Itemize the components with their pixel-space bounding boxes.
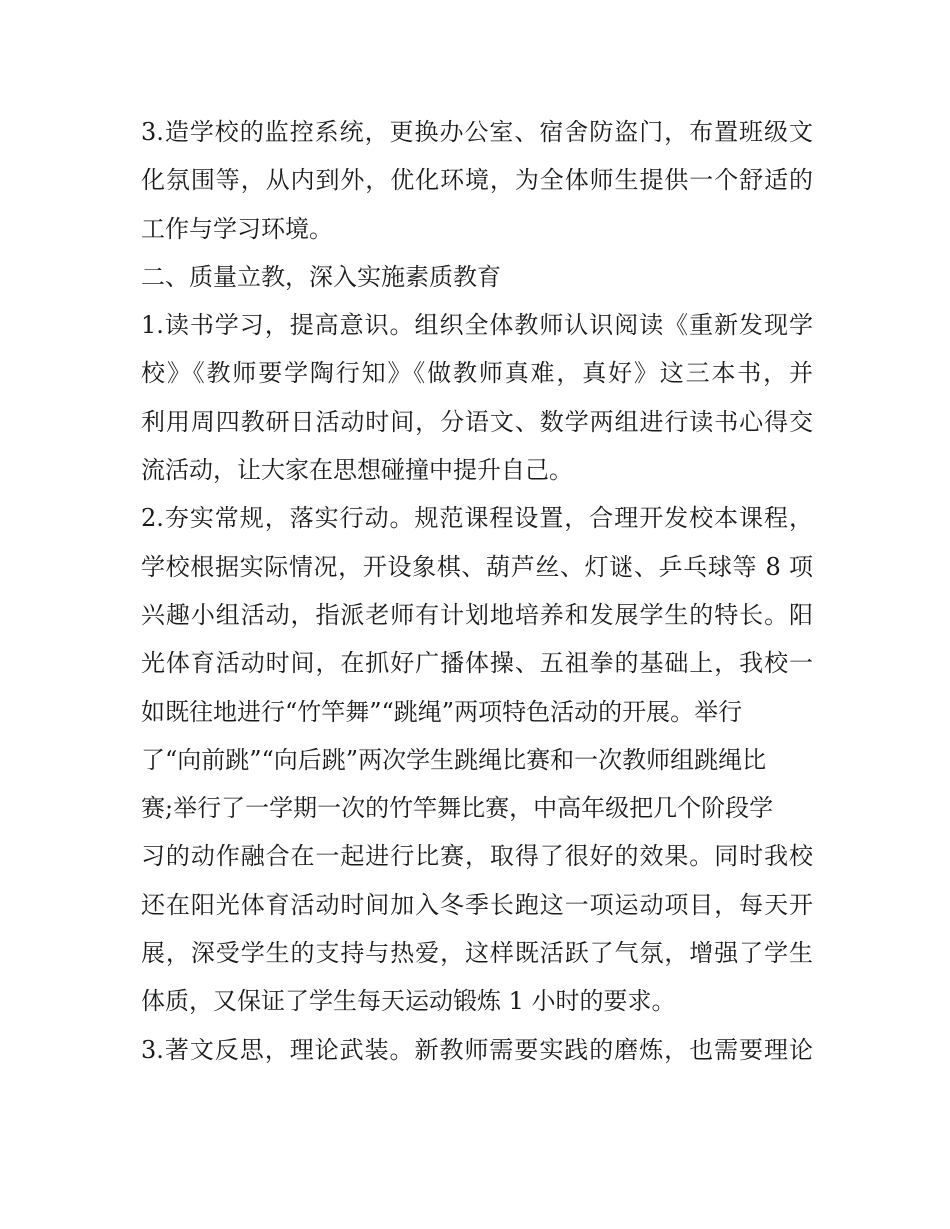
text-line: 1.读书学习，提高意识。组织全体教师认识阅读《重新发现学 bbox=[141, 311, 813, 340]
text-line: 3.著文反思，理论武装。新教师需要实践的磨炼，也需要理论 bbox=[141, 1035, 813, 1064]
text-line: 化氛围等，从内到外，优化环境，为全体师生提供一个舒适的 bbox=[141, 166, 813, 195]
body-text bbox=[141, 108, 813, 1074]
text-line: 兴趣小组活动，指派老师有计划地培养和发展学生的特长。阳 bbox=[141, 600, 813, 629]
text-line: 展，深受学生的支持与热爱，这样既活跃了气氛，增强了学生 bbox=[141, 939, 813, 968]
text-line: 如既往地进行“竹竿舞”“跳绳”两项特色活动的开展。举行 bbox=[141, 697, 743, 726]
text-line: 赛;举行了一学期一次的竹竿舞比赛，中高年级把几个阶段学 bbox=[141, 794, 774, 823]
text-line: 体质，又保证了学生每天运动锻炼 1 小时的要求。 bbox=[141, 987, 676, 1016]
text-line: 流活动，让大家在思想碰撞中提升自己。 bbox=[141, 456, 573, 485]
text-line: 工作与学习环境。 bbox=[141, 214, 333, 243]
text-line: 还在阳光体育活动时间加入冬季长跑这一项运动项目，每天开 bbox=[141, 890, 813, 919]
text-line: 习的动作融合在一起进行比赛，取得了很好的效果。同时我校 bbox=[141, 842, 813, 871]
text-line: 3.造学校的监控系统，更换办公室、宿舍防盗门，布置班级文 bbox=[141, 118, 813, 146]
text-line: 2.夯实常规，落实行动。规范课程设置，合理开发校本课程， bbox=[141, 504, 813, 533]
text-line: 学校根据实际情况，开设象棋、葫芦丝、灯谜、乒乓球等 8 项 bbox=[141, 552, 813, 581]
text-line: 利用周四教研日活动时间，分语文、数学两组进行读书心得交 bbox=[141, 407, 813, 436]
text-line: 了“向前跳”“向后跳”两次学生跳绳比赛和一次教师组跳绳比 bbox=[141, 745, 767, 774]
section-heading: 二、质量立教，深入实施素质教育 bbox=[141, 262, 501, 291]
text-line: 校》《教师要学陶行知》《做教师真难，真好》这三本书，并 bbox=[141, 359, 813, 388]
text-line: 光体育活动时间，在抓好广播体操、五祖拳的基础上，我校一 bbox=[141, 649, 813, 678]
